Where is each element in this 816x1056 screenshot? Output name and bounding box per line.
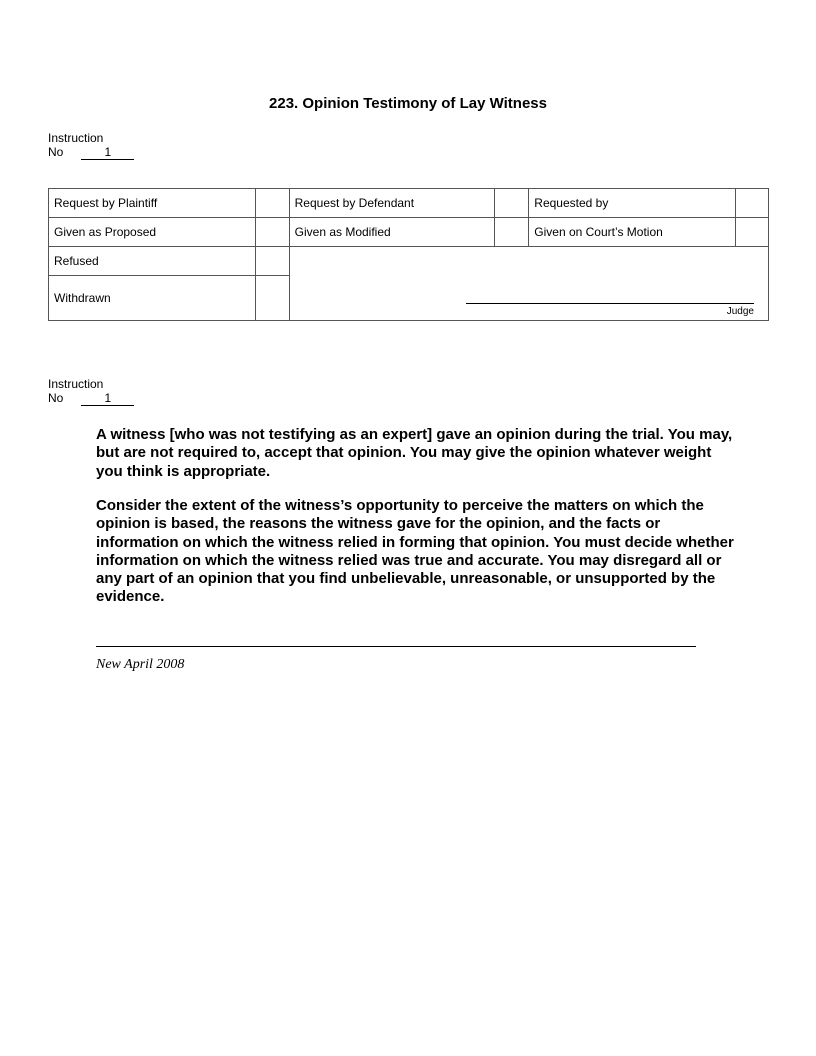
- no-label: No: [48, 145, 64, 159]
- judge-signature-area: [289, 247, 768, 321]
- given-row: [49, 218, 769, 247]
- refused-row: [49, 247, 769, 276]
- given-as-modified-checkbox[interactable]: [495, 218, 529, 247]
- withdrawn-checkbox[interactable]: [255, 276, 289, 321]
- instruction-paragraph-2: Consider the extent of the witness’s opportunity to perceive the matters on which the opinion is based, the reasons the witness gave for the opinion, and the facts or information on which the witness relied in forming that opinion. You must decide whether information on which the witness relied was true and accurate. You may disregard all or any part of an opinion that you find unbelievable, unreasonable, or unsupported by the evidence.: [96, 497, 734, 606]
- instruction-number-line: [48, 145, 134, 160]
- instruction-header-top: [48, 131, 134, 160]
- request-table: [48, 188, 769, 321]
- refused-label: Refused: [49, 247, 256, 276]
- judge-label: Judge: [726, 306, 754, 317]
- instruction-number-line: [48, 391, 134, 406]
- request-by-defendant-label: Request by Defendant: [289, 189, 495, 218]
- instruction-number: 1: [81, 392, 134, 406]
- instruction-label: Instruction: [48, 377, 104, 391]
- request-by-plaintiff-checkbox[interactable]: [255, 189, 289, 218]
- given-as-proposed-checkbox[interactable]: [255, 218, 289, 247]
- instruction-paragraph-1: A witness [who was not testifying as an expert] gave an opinion during the trial. You may, but are not required to, accept that opinion. You may give the opinion whatever weight you think is appropriate.: [96, 426, 733, 480]
- request-row: [49, 189, 769, 218]
- requested-by-label: Requested by: [529, 189, 736, 218]
- page-title: 223. Opinion Testimony of Lay Witness: [269, 95, 547, 112]
- no-label: No: [48, 391, 64, 405]
- withdrawn-label: Withdrawn: [49, 276, 256, 321]
- given-as-proposed-label: Given as Proposed: [49, 218, 256, 247]
- given-on-courts-motion-label: Given on Court’s Motion: [529, 218, 736, 247]
- given-on-courts-motion-checkbox[interactable]: [736, 218, 769, 247]
- requested-by-checkbox[interactable]: [736, 189, 769, 218]
- given-as-modified-label: Given as Modified: [289, 218, 495, 247]
- instruction-number: 1: [81, 146, 134, 160]
- section-divider: [96, 646, 696, 647]
- request-by-defendant-checkbox[interactable]: [495, 189, 529, 218]
- instruction-label: Instruction: [48, 131, 104, 145]
- history-note: New April 2008: [96, 657, 185, 672]
- refused-checkbox[interactable]: [255, 247, 289, 276]
- request-by-plaintiff-label: Request by Plaintiff: [49, 189, 256, 218]
- judge-signature-line[interactable]: [466, 303, 754, 304]
- instruction-header-bottom: [48, 377, 134, 406]
